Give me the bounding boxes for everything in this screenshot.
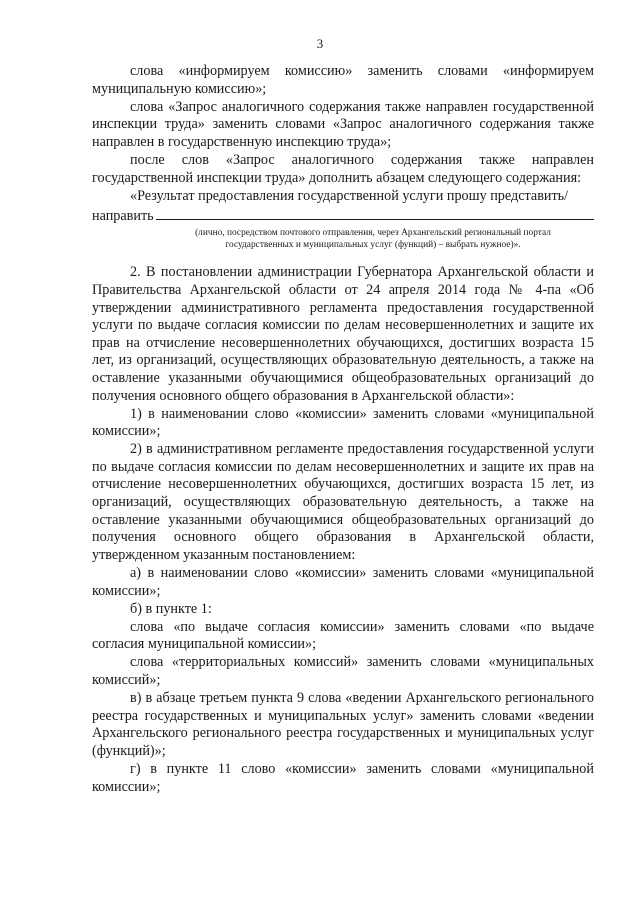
footnote-hint: (лично, посредством почтового отправления, через Архангельский региональный портал государственных и муниципальных услуг (функций) – выбрать нужное)». [195, 228, 551, 251]
list-item: г) в пункте 11 слово «комиссии» заменить словами «муниципальной комиссии»; [92, 760, 594, 795]
spacer [92, 251, 594, 264]
list-item: а) в наименовании слово «комиссии» заменить словами «муниципальной комиссии»; [92, 564, 594, 599]
list-item: 2) в административном регламенте предоставления государственной услуги по выдаче согласия комиссии по делам несовершеннолетних и защите их прав на отчисление несовершеннолетних обучающихся, достигших возраста 15 лет, из организаций, осуществляющих образовательную деятельность, а также на оставление указанными обучающимися общеобразовательных организаций до получения основного общего образования в Архангельской области, утвержденном указанным постановлением: [92, 441, 594, 563]
list-item: слова «территориальных комиссий» заменить словами «муниципальных комиссий»; [92, 654, 594, 688]
list-item: в) в абзаце третьем пункта 9 слова «ведении Архангельского регионального реестра государственных и муниципальных услуг» заменить словами «ведении Архангельского регионального реестра государственных и муниципальных услуг (функций)»; [92, 690, 594, 759]
list-item: б) в пункте 1: [130, 600, 212, 617]
paragraph: слова «Запрос аналогичного содержания также направлен государственной инспекции труда» заменить словами «Запрос аналогичного содержания также направлен в государственную инспекцию труда»; [92, 98, 594, 150]
page-number: 3 [316, 36, 324, 51]
list-item: слова «по выдаче согласия комиссии» заменить словами «по выдаче согласия муниципальной комиссии»; [92, 618, 594, 653]
list-item: 1) в наименовании слово «комиссии» заменить словами «муниципальной комиссии»; [92, 405, 594, 440]
paragraph: 2. В постановлении администрации Губернатора Архангельской области и Правительства Архангельской области от 24 апреля 2014 года № 4-па «Об утверждении административного регламента предоставления государственной услуги по выдаче согласия комиссии по делам несовершеннолетних и защите их прав на отчисление несовершеннолетних обучающихся, достигших возраста 15 лет, из организаций, осуществляющих образовательную деятельность, а также на оставление указанными обучающимися общеобразовательных организаций до получения основного общего образования в Архангельской области»: [92, 264, 594, 404]
document-body [92, 63, 594, 797]
paragraph: слова «информируем комиссию» заменить словами «информируем муниципальную комиссию»; [92, 63, 594, 97]
fill-in-line [92, 206, 594, 226]
paragraph: «Результат предоставления государственной услуги прошу представить/ [130, 187, 569, 204]
fill-in-label: направить [92, 207, 154, 224]
blank-underline [156, 206, 594, 220]
paragraph: после слов «Запрос аналогичного содержания также направлен государственной инспекции труда» дополнить абзацем следующего содержания: [92, 151, 594, 186]
